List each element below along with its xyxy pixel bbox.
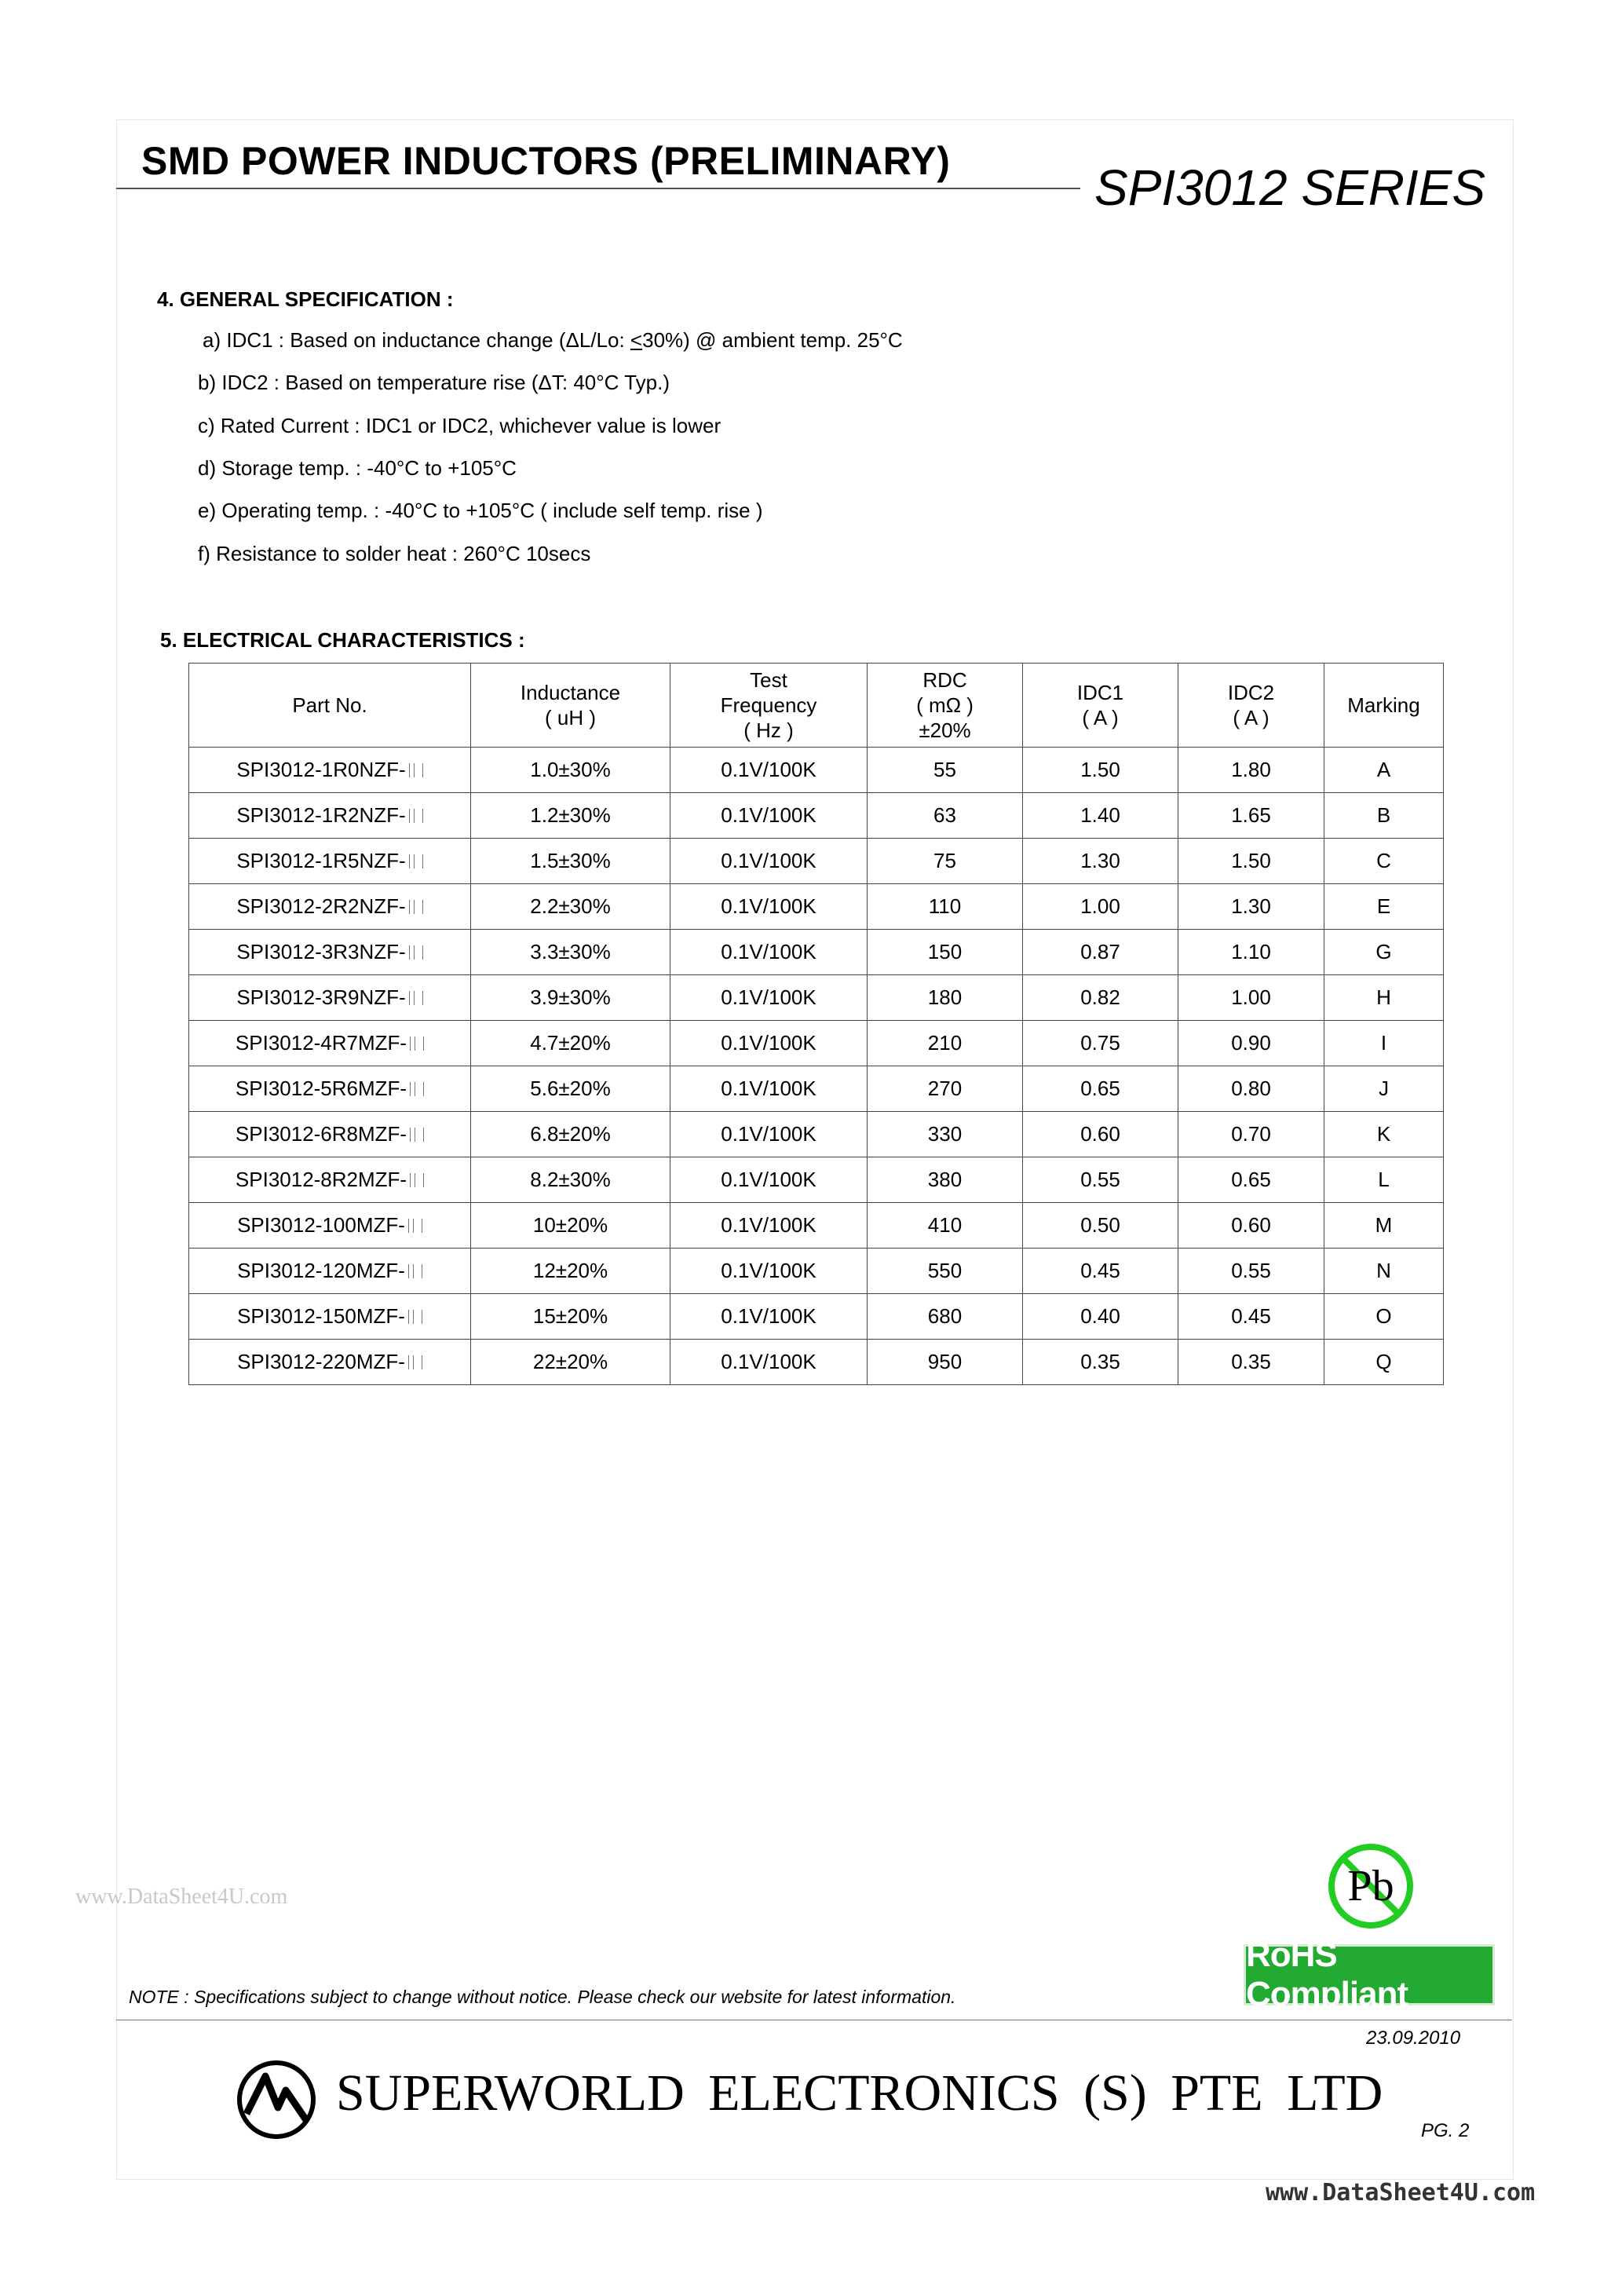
inductance-cell: 5.6±20%	[471, 1066, 670, 1112]
part-number-text: SPI3012-1R2NZF-	[236, 803, 406, 827]
inductance-cell: 10±20%	[471, 1203, 670, 1249]
suffix-placeholder	[422, 809, 423, 823]
rdc-cell: 270	[868, 1066, 1023, 1112]
table-row	[189, 1157, 1444, 1203]
rdc-cell: 180	[868, 975, 1023, 1021]
part-number-text: SPI3012-4R7MZF-	[235, 1031, 407, 1055]
inductance-cell: 6.8±20%	[471, 1112, 670, 1157]
idc1-cell: 1.00	[1023, 884, 1178, 930]
suffix-placeholder	[408, 1264, 414, 1278]
inductance-cell: 8.2±30%	[471, 1157, 670, 1203]
pb-free-icon	[1324, 1839, 1418, 1933]
test-frequency-cell: 0.1V/100K	[670, 1021, 868, 1066]
idc1-cell: 0.65	[1023, 1066, 1178, 1112]
spec-item-a: a) IDC1 : Based on inductance change (ΔL/Lo: <30%) @ ambient temp. 25°C	[203, 328, 903, 352]
table-row	[189, 1203, 1444, 1249]
part-number-cell	[189, 975, 471, 1021]
marking-cell: A	[1324, 748, 1444, 793]
idc2-cell: 0.80	[1178, 1066, 1324, 1112]
idc2-cell: 1.30	[1178, 884, 1324, 930]
marking-cell: C	[1324, 839, 1444, 884]
spec-item-d: d) Storage temp. : -40°C to +105°C	[198, 456, 517, 480]
part-number-text: SPI3012-2R2NZF-	[236, 894, 406, 918]
document-date: 23.09.2010	[1366, 2027, 1461, 2049]
rdc-cell: 55	[868, 748, 1023, 793]
general-spec-heading: 4. GENERAL SPECIFICATION :	[157, 287, 454, 311]
table-header-row	[189, 664, 1444, 748]
rohs-badge: RoHS Compliant	[1244, 1944, 1495, 2005]
suffix-placeholder	[408, 1355, 414, 1369]
marking-cell: O	[1324, 1294, 1444, 1340]
inductance-cell: 15±20%	[471, 1294, 670, 1340]
idc1-cell: 0.75	[1023, 1021, 1178, 1066]
suffix-placeholder	[409, 900, 415, 914]
part-number-cell	[189, 839, 471, 884]
part-number-text: SPI3012-1R0NZF-	[236, 758, 406, 781]
spec-item-c: c) Rated Current : IDC1 or IDC2, whichever value is lower	[198, 414, 721, 437]
marking-cell: N	[1324, 1249, 1444, 1294]
idc2-cell: 0.70	[1178, 1112, 1324, 1157]
test-frequency-cell: 0.1V/100K	[670, 1066, 868, 1112]
suffix-placeholder	[422, 991, 423, 1005]
part-number-text: SPI3012-100MZF-	[237, 1213, 405, 1237]
electrical-heading: 5. ELECTRICAL CHARACTERISTICS :	[160, 628, 525, 652]
idc1-cell: 0.60	[1023, 1112, 1178, 1157]
table-row	[189, 748, 1444, 793]
test-frequency-cell: 0.1V/100K	[670, 975, 868, 1021]
table-row	[189, 1021, 1444, 1066]
idc1-cell: 0.50	[1023, 1203, 1178, 1249]
part-number-cell	[189, 1340, 471, 1385]
title-rule	[116, 188, 1080, 189]
marking-cell: J	[1324, 1066, 1444, 1112]
test-frequency-cell: 0.1V/100K	[670, 1249, 868, 1294]
idc1-cell: 1.40	[1023, 793, 1178, 839]
part-number-text: SPI3012-3R3NZF-	[236, 940, 406, 963]
idc2-cell: 1.65	[1178, 793, 1324, 839]
suffix-placeholder	[423, 1173, 424, 1187]
rdc-cell: 950	[868, 1340, 1023, 1385]
spec-item-e: e) Operating temp. : -40°C to +105°C ( include self temp. rise )	[198, 499, 763, 522]
idc2-cell: 0.60	[1178, 1203, 1324, 1249]
suffix-placeholder	[409, 763, 415, 777]
idc2-cell: 0.45	[1178, 1294, 1324, 1340]
col-header-idc1: IDC1 ( A )	[1023, 664, 1178, 748]
marking-cell: G	[1324, 930, 1444, 975]
suffix-placeholder	[410, 1082, 415, 1096]
rdc-cell: 63	[868, 793, 1023, 839]
idc2-cell: 0.55	[1178, 1249, 1324, 1294]
col-header-rdc: RDC ( mΩ ) ±20%	[868, 664, 1023, 748]
inductance-cell: 1.5±30%	[471, 839, 670, 884]
part-number-cell	[189, 1021, 471, 1066]
suffix-placeholder	[410, 1128, 415, 1142]
col-header-idc2: IDC2 ( A )	[1178, 664, 1324, 748]
idc2-cell: 1.00	[1178, 975, 1324, 1021]
marking-cell: M	[1324, 1203, 1444, 1249]
test-frequency-cell: 0.1V/100K	[670, 1157, 868, 1203]
idc1-cell: 0.82	[1023, 975, 1178, 1021]
part-number-cell	[189, 793, 471, 839]
suffix-placeholder	[422, 945, 423, 960]
inductance-cell: 3.9±30%	[471, 975, 670, 1021]
electrical-table	[188, 663, 1444, 1385]
inductance-cell: 2.2±30%	[471, 884, 670, 930]
rdc-cell: 680	[868, 1294, 1023, 1340]
test-frequency-cell: 0.1V/100K	[670, 793, 868, 839]
table-row	[189, 1294, 1444, 1340]
spec-item-f: f) Resistance to solder heat : 260°C 10secs	[198, 542, 591, 565]
test-frequency-cell: 0.1V/100K	[670, 1203, 868, 1249]
rdc-cell: 330	[868, 1112, 1023, 1157]
superworld-logo-icon	[236, 2059, 317, 2141]
series-name: SPI3012 SERIES	[1094, 159, 1486, 216]
suffix-placeholder	[408, 1310, 414, 1324]
inductance-cell: 1.2±30%	[471, 793, 670, 839]
rdc-cell: 110	[868, 884, 1023, 930]
idc2-cell: 1.50	[1178, 839, 1324, 884]
pb-label: Pb	[1347, 1862, 1394, 1910]
suffix-placeholder	[409, 809, 415, 823]
idc2-cell: 0.90	[1178, 1021, 1324, 1066]
inductance-cell: 4.7±20%	[471, 1021, 670, 1066]
suffix-placeholder	[409, 945, 415, 960]
table-row	[189, 793, 1444, 839]
inductance-cell: 3.3±30%	[471, 930, 670, 975]
page-number: PG. 2	[1421, 2120, 1470, 2141]
suffix-placeholder	[423, 1082, 424, 1096]
idc2-cell: 1.10	[1178, 930, 1324, 975]
part-number-text: SPI3012-8R2MZF-	[235, 1168, 407, 1191]
company-name: SUPERWORLD ELECTRONICS (S) PTE LTD	[336, 2064, 1383, 2122]
marking-cell: L	[1324, 1157, 1444, 1203]
test-frequency-cell: 0.1V/100K	[670, 1112, 868, 1157]
test-frequency-cell: 0.1V/100K	[670, 1340, 868, 1385]
rdc-cell: 380	[868, 1157, 1023, 1203]
idc2-cell: 1.80	[1178, 748, 1324, 793]
watermark-left: www.DataSheet4U.com	[75, 1885, 288, 1909]
rdc-cell: 410	[868, 1203, 1023, 1249]
spec-item-b: b) IDC2 : Based on temperature rise (ΔT: 40°C Typ.)	[198, 371, 670, 394]
suffix-placeholder	[422, 900, 423, 914]
suffix-placeholder	[409, 991, 415, 1005]
idc1-cell: 0.40	[1023, 1294, 1178, 1340]
suffix-placeholder	[408, 1219, 414, 1233]
part-number-text: SPI3012-5R6MZF-	[235, 1077, 407, 1100]
part-number-text: SPI3012-6R8MZF-	[235, 1122, 407, 1146]
rdc-cell: 550	[868, 1249, 1023, 1294]
marking-cell: Q	[1324, 1340, 1444, 1385]
idc2-cell: 0.65	[1178, 1157, 1324, 1203]
table-row	[189, 1066, 1444, 1112]
marking-cell: E	[1324, 884, 1444, 930]
marking-cell: K	[1324, 1112, 1444, 1157]
test-frequency-cell: 0.1V/100K	[670, 748, 868, 793]
test-frequency-cell: 0.1V/100K	[670, 884, 868, 930]
part-number-cell	[189, 748, 471, 793]
part-number-cell	[189, 1066, 471, 1112]
page-title: SMD POWER INDUCTORS (PRELIMINARY)	[141, 139, 951, 183]
part-number-cell	[189, 1112, 471, 1157]
table-row	[189, 884, 1444, 930]
suffix-placeholder	[410, 1036, 415, 1051]
marking-cell: H	[1324, 975, 1444, 1021]
test-frequency-cell: 0.1V/100K	[670, 839, 868, 884]
suffix-placeholder	[423, 1128, 424, 1142]
table-row	[189, 1249, 1444, 1294]
col-header-inductance: Inductance ( uH )	[471, 664, 670, 748]
col-header-test-frequency: Test Frequency ( Hz )	[670, 664, 868, 748]
table-row	[189, 1340, 1444, 1385]
col-header-marking: Marking	[1324, 664, 1444, 748]
part-number-cell	[189, 1249, 471, 1294]
table-row	[189, 839, 1444, 884]
inductance-cell: 1.0±30%	[471, 748, 670, 793]
part-number-cell	[189, 1157, 471, 1203]
suffix-placeholder	[422, 854, 423, 868]
part-number-text: SPI3012-1R5NZF-	[236, 849, 406, 872]
part-number-text: SPI3012-3R9NZF-	[236, 985, 406, 1009]
part-number-cell	[189, 1294, 471, 1340]
inductance-cell: 12±20%	[471, 1249, 670, 1294]
idc1-cell: 0.45	[1023, 1249, 1178, 1294]
suffix-placeholder	[422, 763, 423, 777]
rdc-cell: 75	[868, 839, 1023, 884]
table-row	[189, 975, 1444, 1021]
idc1-cell: 1.30	[1023, 839, 1178, 884]
suffix-placeholder	[423, 1036, 424, 1051]
suffix-placeholder	[409, 854, 415, 868]
part-number-text: SPI3012-150MZF-	[237, 1304, 405, 1328]
test-frequency-cell: 0.1V/100K	[670, 1294, 868, 1340]
suffix-placeholder	[410, 1173, 415, 1187]
idc1-cell: 0.35	[1023, 1340, 1178, 1385]
marking-cell: I	[1324, 1021, 1444, 1066]
part-number-text: SPI3012-120MZF-	[237, 1259, 405, 1282]
idc1-cell: 0.55	[1023, 1157, 1178, 1203]
test-frequency-cell: 0.1V/100K	[670, 930, 868, 975]
part-number-text: SPI3012-220MZF-	[237, 1350, 405, 1373]
rdc-cell: 210	[868, 1021, 1023, 1066]
table-row	[189, 1112, 1444, 1157]
inductance-cell: 22±20%	[471, 1340, 670, 1385]
part-number-cell	[189, 1203, 471, 1249]
part-number-cell	[189, 930, 471, 975]
idc1-cell: 1.50	[1023, 748, 1178, 793]
idc1-cell: 0.87	[1023, 930, 1178, 975]
marking-cell: B	[1324, 793, 1444, 839]
col-header-part-no: Part No.	[189, 664, 471, 748]
footer-note: NOTE : Specifications subject to change without notice. Please check our website for latest information.	[129, 1987, 956, 2007]
table-row	[189, 930, 1444, 975]
watermark-right: www.DataSheet4U.com	[1266, 2179, 1536, 2206]
idc2-cell: 0.35	[1178, 1340, 1324, 1385]
part-number-cell	[189, 884, 471, 930]
rdc-cell: 150	[868, 930, 1023, 975]
